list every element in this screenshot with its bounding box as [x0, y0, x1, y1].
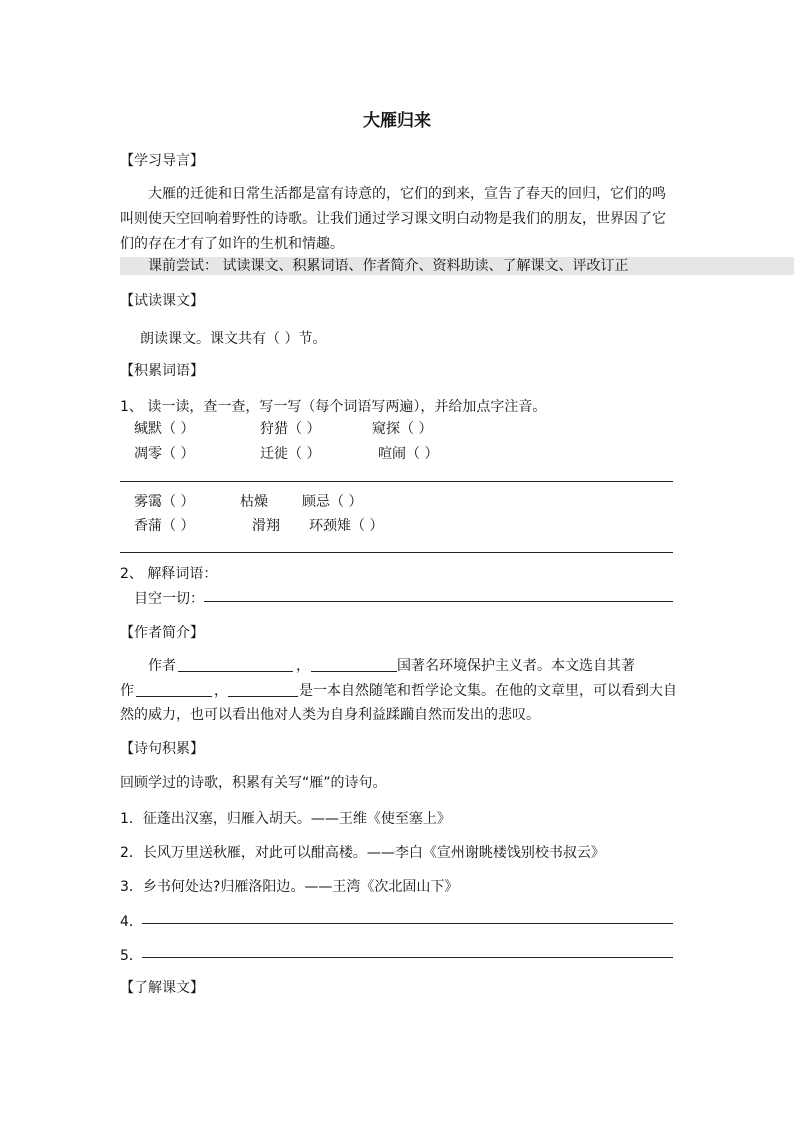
vocab-word: 窥探（ ）	[372, 421, 433, 437]
blank-book-title[interactable]	[136, 696, 212, 697]
blank-author-name[interactable]	[178, 671, 293, 672]
section-heading-vocab: 【积累词语】	[120, 363, 204, 379]
section-heading-poems: 【诗句积累】	[120, 741, 204, 757]
blank-author-country[interactable]	[311, 671, 397, 672]
reading-instruction: 朗读课文。课文共有（ ）节。	[140, 331, 327, 347]
writing-line[interactable]	[120, 481, 673, 482]
blank-book-name[interactable]	[228, 696, 298, 697]
vocab-question-1: 1、 读一读，查一查，写一写（每个词语写两遍），并给加点字注音。	[120, 399, 547, 415]
section-heading-author: 【作者简介】	[120, 625, 204, 641]
author-text: 是一本自然随笔和哲学论文集。在他的文章里，可以看到大自	[299, 683, 677, 699]
author-text: 作	[120, 683, 134, 699]
poem-line: 5．	[120, 948, 143, 964]
writing-line[interactable]	[120, 552, 673, 553]
poems-intro: 回顾学过的诗歌，积累有关写“雁”的诗句。	[120, 775, 387, 791]
poem-line: 1．征蓬出汉塞，归雁入胡天。——王维《使至塞上》	[120, 811, 451, 827]
author-text: ，	[214, 683, 228, 699]
vocab-word: 凋零（ ）	[134, 446, 195, 462]
page-title: 大雁归来	[363, 111, 431, 131]
author-text: 然的威力，也可以看出他对人类为自身利益蹂躏自然而发出的悲叹。	[120, 707, 540, 723]
vocab-word: 滑翔	[252, 518, 280, 534]
author-text: 国著名环境保护主义者。本文选自其著	[397, 658, 635, 674]
section-heading-reading: 【试读课文】	[120, 293, 204, 309]
preclass-line: 课前尝试： 试读课文、积累词语、作者简介、资料助读、了解课文、评改订正	[148, 258, 629, 274]
poem-answer-line[interactable]	[142, 923, 673, 924]
vocab-word: 环颈雉（ ）	[309, 518, 384, 534]
vocab-word: 枯燥	[240, 494, 268, 510]
vocab-word: 喧闹（ ）	[378, 446, 439, 462]
vocab-word: 香蒲（ ）	[134, 518, 195, 534]
poem-answer-line[interactable]	[142, 957, 673, 958]
vocab-word: 迁徙（ ）	[260, 446, 321, 462]
section-heading-guide: 【学习导言】	[120, 153, 204, 169]
section-heading-understand: 【了解课文】	[120, 980, 204, 996]
vocab-question-2: 2、 解释词语：	[120, 566, 218, 582]
vocab-word: 缄默（ ）	[134, 421, 195, 437]
author-text: 作者	[148, 658, 176, 674]
vocab-word: 狩猎（ ）	[260, 421, 321, 437]
guide-paragraph: 大雁的迁徙和日常生活都是富有诗意的，它们的到来，宣告了春天的回归，它们的鸣叫则使天空回响着野性的诗歌。让我们通过学习课文明白动物是我们的朋友，世界因了它们的存在才有了如许的生机和情趣。	[120, 186, 666, 252]
poem-line: 3．乡书何处达?归雁洛阳边。——王湾《次北固山下》	[120, 879, 459, 895]
author-text: ，	[296, 658, 310, 674]
vocab-word: 顾忌（ ）	[302, 494, 363, 510]
vocab-term: 目空一切：	[134, 591, 204, 607]
poem-line: 2．长风万里送秋雁，对此可以酣高楼。——李白《宣州谢眺楼饯别校书叔云》	[120, 845, 605, 861]
answer-line[interactable]	[204, 601, 673, 602]
poem-line: 4．	[120, 914, 143, 930]
vocab-word: 雾霭（ ）	[134, 494, 195, 510]
